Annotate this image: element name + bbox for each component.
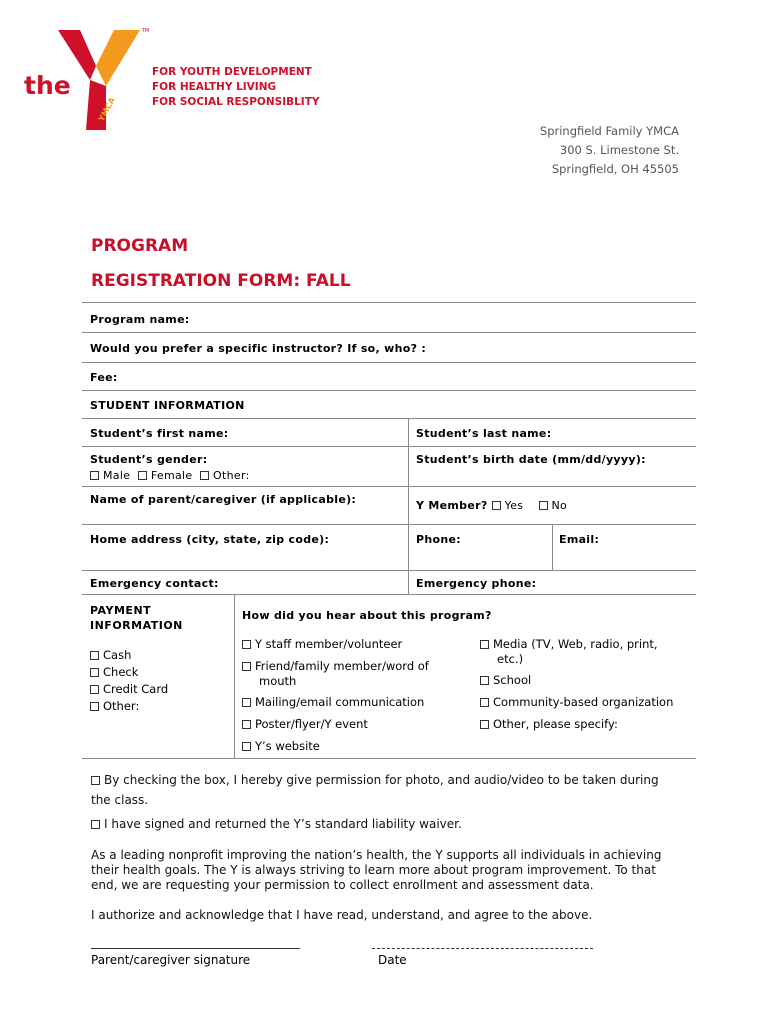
divider — [408, 447, 409, 486]
male-checkbox[interactable] — [90, 471, 99, 480]
fee-row[interactable] — [82, 362, 696, 390]
hear-option[interactable] — [242, 695, 424, 710]
friend-label: Friend/family member/word of mouth — [255, 659, 429, 688]
hear-option[interactable] — [242, 717, 368, 732]
member-yes-label: Yes — [504, 499, 524, 512]
gender-label: Student’s gender: — [90, 453, 208, 466]
male-label: Male — [103, 469, 131, 482]
trademark: TM — [142, 28, 150, 34]
authorize-statement: I authorize and acknowledge that I have read, understand, and agree to the above. — [91, 908, 593, 922]
instructor-row[interactable] — [82, 332, 696, 362]
divider — [408, 571, 409, 594]
payment-option[interactable] — [90, 647, 168, 664]
branch-address — [540, 122, 679, 179]
divider — [552, 525, 553, 570]
student-name-row — [82, 418, 696, 446]
mailing-label: Mailing/email communication — [255, 695, 425, 709]
tagline: FOR YOUTH DEVELOPMENT — [152, 66, 312, 78]
website-label: Y’s website — [255, 739, 320, 753]
logo-mark-text: YMCA — [96, 95, 117, 123]
address-row — [82, 524, 696, 570]
email-label: Email: — [559, 533, 600, 546]
logo-text: the — [24, 71, 71, 100]
home-address-label: Home address (city, state, zip code): — [90, 533, 330, 546]
hear-title: How did you hear about this program? — [242, 609, 492, 622]
birth-date-label: Student’s birth date (mm/dd/yyyy): — [416, 453, 646, 466]
payment-title-line: PAYMENT — [90, 604, 152, 617]
divider — [408, 419, 409, 446]
payment-option[interactable] — [90, 681, 168, 698]
signature-label: Parent/caregiver signature — [91, 953, 251, 967]
instructor-label: Would you prefer a specific instructor? If so, who? : — [90, 342, 427, 355]
member-no-checkbox[interactable] — [539, 501, 548, 510]
photo-consent-text: By checking the box, I hereby give permission for photo, and audio/video to be taken during the class. — [91, 773, 659, 807]
other-gender-label: Other: — [213, 469, 250, 482]
poster-label: Poster/flyer/Y event — [255, 717, 368, 731]
waiver-text: I have signed and returned the Y’s standard liability waiver. — [104, 817, 462, 831]
hear-option[interactable] — [480, 637, 680, 667]
other-source-checkbox[interactable] — [480, 720, 489, 729]
page-title: PROGRAM — [91, 236, 189, 256]
member-yes-checkbox[interactable] — [492, 501, 501, 510]
hear-option[interactable] — [242, 659, 442, 689]
check-label: Check — [103, 665, 139, 679]
mailing-checkbox[interactable] — [242, 698, 251, 707]
registration-form — [82, 302, 696, 759]
gender-row — [82, 446, 696, 486]
emergency-row — [82, 570, 696, 594]
payment-title-line: INFORMATION — [90, 619, 183, 632]
phone-label: Phone: — [416, 533, 461, 546]
form-bottom-border — [82, 758, 696, 759]
payment-row — [82, 594, 696, 758]
payment-title — [90, 603, 183, 633]
school-checkbox[interactable] — [480, 676, 489, 685]
address-line: 300 S. Limestone St. — [559, 143, 679, 157]
divider — [408, 525, 409, 570]
cash-checkbox[interactable] — [90, 651, 99, 660]
poster-checkbox[interactable] — [242, 720, 251, 729]
payment-option[interactable] — [90, 664, 168, 681]
community-label: Community-based organization — [493, 695, 674, 709]
website-checkbox[interactable] — [242, 742, 251, 751]
parent-label: Name of parent/caregiver (if applicable): — [90, 493, 357, 506]
staff-checkbox[interactable] — [242, 640, 251, 649]
community-checkbox[interactable] — [480, 698, 489, 707]
hear-option[interactable] — [242, 637, 402, 652]
hear-option[interactable] — [480, 673, 531, 688]
ymca-logo — [22, 22, 152, 132]
first-name-label: Student’s first name: — [90, 427, 229, 440]
student-info-label: STUDENT INFORMATION — [90, 399, 245, 412]
other-payment-checkbox[interactable] — [90, 702, 99, 711]
other-source-label: Other, please specify: — [493, 717, 618, 731]
program-name-label: Program name: — [90, 313, 190, 326]
other-payment-label: Other: — [103, 699, 140, 713]
waiver-consent[interactable] — [91, 817, 681, 832]
waiver-checkbox[interactable] — [91, 820, 100, 829]
nonprofit-statement: As a leading nonprofit improving the nation’s health, the Y supports all individuals in achieving their health goals. The Y is always striving to learn more about program improvement. To that end, we are requesting your permission to collect enrollment and assessment data. — [91, 848, 662, 892]
media-label: Media (TV, Web, radio, print, etc.) — [493, 637, 658, 666]
date-line[interactable] — [372, 948, 593, 949]
hear-option[interactable] — [242, 739, 320, 754]
female-label: Female — [150, 469, 193, 482]
fee-label: Fee: — [90, 371, 118, 384]
hear-option[interactable] — [480, 695, 673, 710]
signature-line[interactable] — [91, 948, 300, 949]
parent-row — [82, 486, 696, 524]
student-info-header — [82, 390, 696, 418]
emergency-contact-label: Emergency contact: — [90, 577, 219, 590]
female-checkbox[interactable] — [138, 471, 147, 480]
photo-consent[interactable] — [91, 770, 681, 810]
photo-consent-checkbox[interactable] — [91, 776, 100, 785]
tagline: FOR HEALTHY LIVING — [152, 81, 277, 93]
last-name-label: Student’s last name: — [416, 427, 552, 440]
tagline: FOR SOCIAL RESPONSIBLITY — [152, 96, 320, 108]
payment-options — [90, 647, 168, 715]
cash-label: Cash — [103, 648, 132, 662]
page-subtitle: REGISTRATION FORM: FALL — [91, 271, 351, 291]
gender-options — [90, 469, 250, 482]
payment-option[interactable] — [90, 698, 168, 715]
credit-card-checkbox[interactable] — [90, 685, 99, 694]
other-gender-checkbox[interactable] — [200, 471, 209, 480]
check-checkbox[interactable] — [90, 668, 99, 677]
ymca-logo-icon — [22, 22, 152, 132]
taglines — [152, 65, 319, 110]
address-line: Springfield, OH 45505 — [551, 162, 679, 176]
divider — [408, 487, 409, 524]
member-label: Y Member? — [416, 499, 488, 512]
staff-label: Y staff member/volunteer — [255, 637, 403, 651]
date-label: Date — [378, 953, 407, 967]
hear-option[interactable] — [480, 717, 618, 732]
member-no-label: No — [551, 499, 568, 512]
divider — [234, 595, 235, 758]
school-label: School — [493, 673, 532, 687]
address-line: Springfield Family YMCA — [539, 124, 679, 138]
program-name-row[interactable] — [82, 302, 696, 332]
media-checkbox[interactable] — [480, 640, 489, 649]
emergency-phone-label: Emergency phone: — [416, 577, 537, 590]
friend-checkbox[interactable] — [242, 662, 251, 671]
credit-card-label: Credit Card — [103, 682, 169, 696]
member-group — [416, 499, 567, 512]
